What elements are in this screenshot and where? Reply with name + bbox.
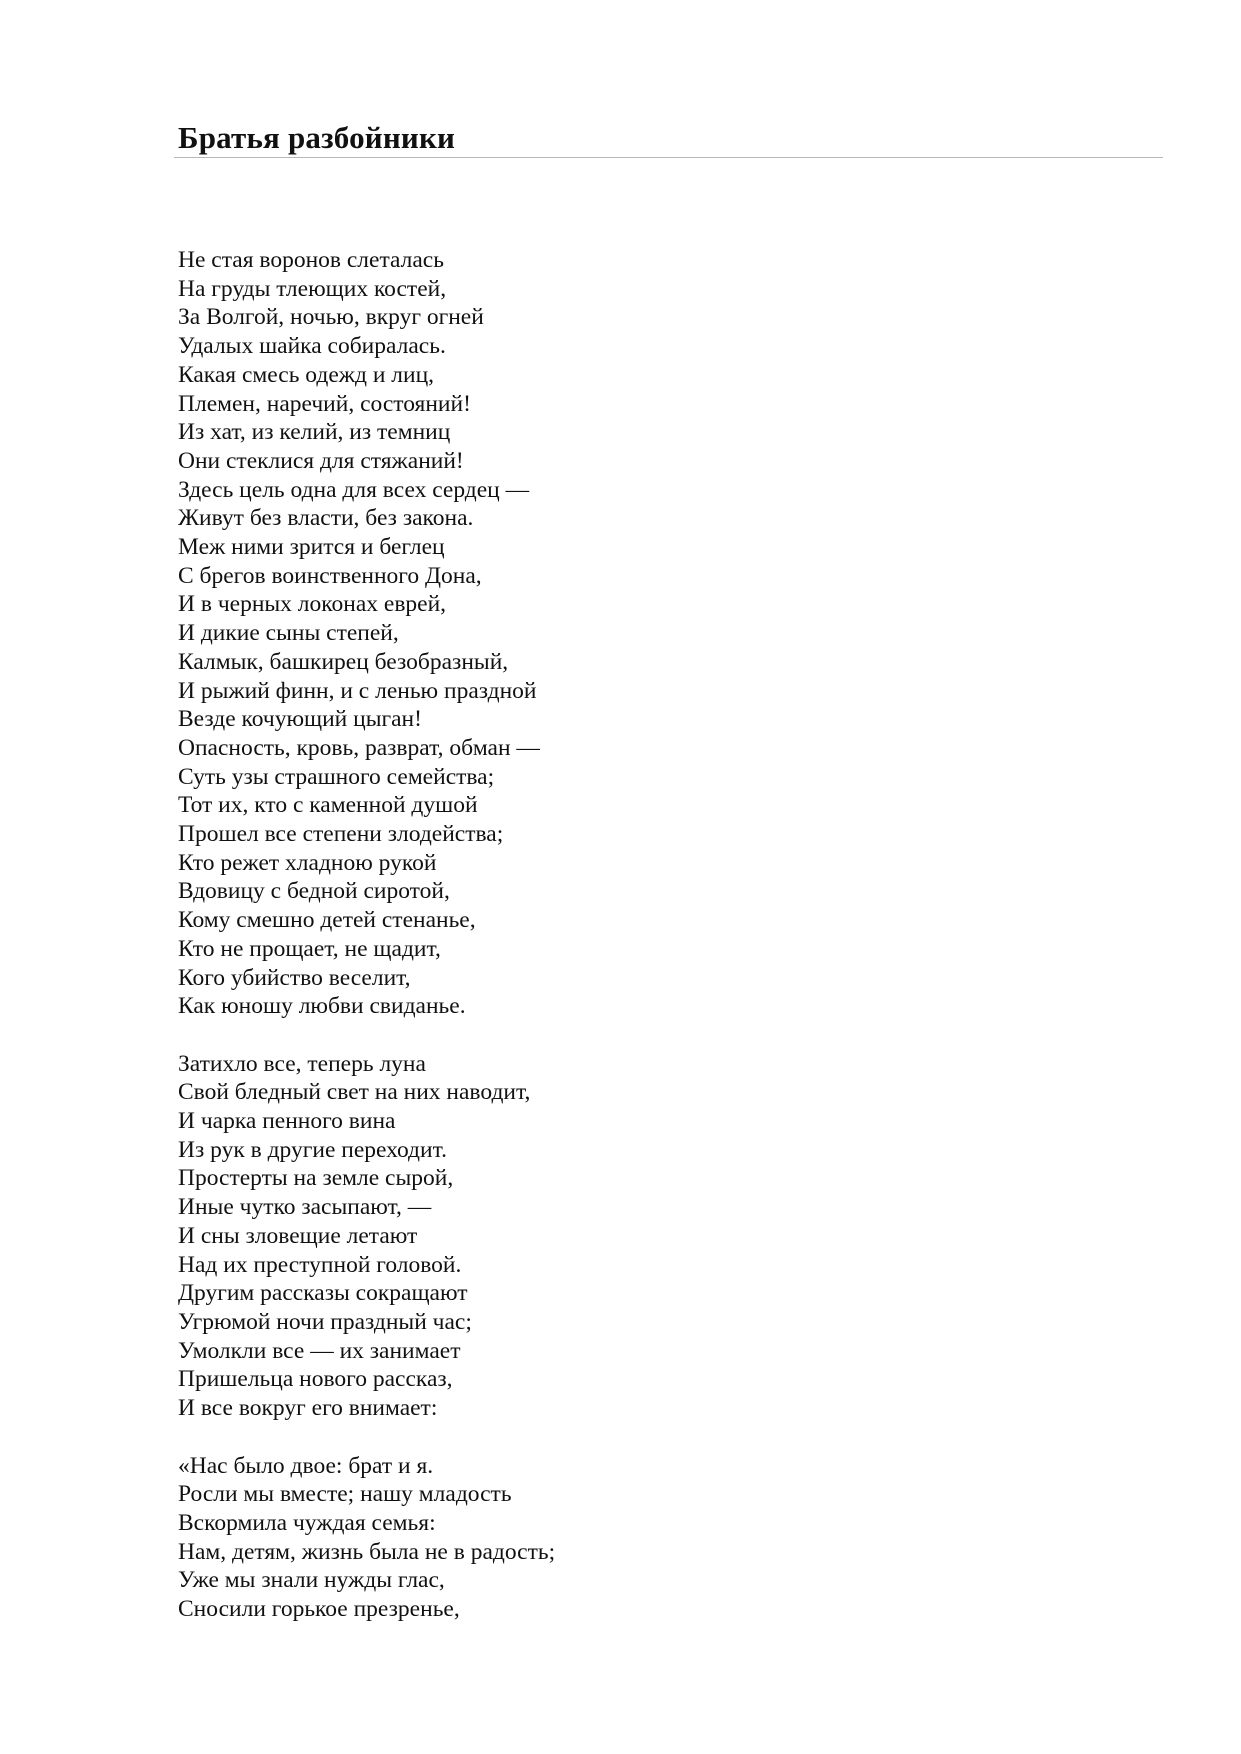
poem-line: И все вокруг его внимает: — [178, 1395, 438, 1422]
poem-line: Другим рассказы сокращают — [178, 1280, 468, 1307]
stanza — [178, 1050, 1078, 1423]
poem-line: Простерты на земле сырой, — [178, 1165, 454, 1192]
poem-line: И чарка пенного вина — [178, 1108, 396, 1135]
poem-line: Везде кочующий цыган! — [178, 706, 422, 733]
poem-line: Суть узы страшного семейства; — [178, 763, 495, 790]
poem-line: Калмык, башкирец безобразный, — [178, 648, 509, 675]
poem-line: Затихло все, теперь луна — [178, 1050, 426, 1077]
poem-line: Прошел все степени злодейства; — [178, 821, 504, 848]
poem-body — [178, 246, 1078, 1652]
poem-line: Пришельца нового рассказ, — [178, 1366, 453, 1393]
poem-line: Удалых шайка собиралась. — [178, 333, 446, 360]
poem-line: Над их преступной головой. — [178, 1251, 462, 1278]
poem-line: Живут без власти, без закона. — [178, 505, 474, 532]
poem-line: Сносили горькое презренье, — [178, 1596, 460, 1623]
poem-line: Опасность, кровь, разврат, обман — — [178, 734, 540, 761]
poem-line: И сны зловещие летают — [178, 1222, 418, 1249]
poem-line: Они стеклися для стяжаний! — [178, 447, 464, 474]
poem-line: И в черных локонах еврей, — [178, 591, 447, 618]
poem-line: Какая смесь одежд и лиц, — [178, 361, 435, 388]
stanza — [178, 246, 1078, 1021]
poem-line: Из хат, из келий, из темниц — [178, 419, 451, 446]
poem-line: Кто не прощает, не щадит, — [178, 935, 441, 962]
poem-line: Меж ними зрится и беглец — [178, 534, 445, 561]
poem-line: Свой бледный свет на них наводит, — [178, 1079, 531, 1106]
poem-line: Уже мы знали нужды глас, — [178, 1567, 445, 1594]
poem-line: Нам, детям, жизнь была не в радость; — [178, 1538, 556, 1565]
poem-line: Кто режет хладною рукой — [178, 849, 437, 876]
poem-line: Умолкли все — их занимает — [178, 1337, 461, 1364]
poem-line: С брегов воинственного Дона, — [178, 562, 482, 589]
poem-line: Росли мы вместе; нашу младость — [178, 1481, 512, 1508]
poem-line: Кого убийство веселит, — [178, 964, 411, 991]
poem-line: Не стая воронов слеталась — [178, 247, 444, 273]
poem-line: Кому смешно детей стенанье, — [178, 907, 476, 934]
poem-line: Иные чутко засыпают, — — [178, 1194, 432, 1221]
poem-line: И дикие сыны степей, — [178, 620, 399, 647]
poem-line: Вдовицу с бедной сиротой, — [178, 878, 450, 905]
poem-line: Здесь цель одна для всех сердец — — [178, 476, 530, 503]
title-divider — [174, 157, 1163, 158]
stanza — [178, 1452, 1078, 1624]
poem-line: И рыжий финн, и с ленью праздной — [178, 677, 537, 704]
poem-line: На груды тлеющих костей, — [178, 275, 447, 302]
poem-line: «Нас было двое: брат и я. — [178, 1452, 434, 1479]
poem-line: Тот их, кто с каменной душой — [178, 792, 478, 819]
poem-line: Как юношу любви свиданье. — [178, 993, 466, 1020]
page-title: Братья разбойники — [178, 120, 456, 155]
poem-line: Из рук в другие переходит. — [178, 1136, 447, 1163]
poem-line: Угрюмой ночи праздный час; — [178, 1309, 472, 1335]
poem-line: Вскормила чуждая семья: — [178, 1509, 436, 1536]
poem-line: Племен, наречий, состояний! — [178, 390, 471, 417]
poem-line: За Волгой, ночью, вкруг огней — [178, 304, 484, 331]
